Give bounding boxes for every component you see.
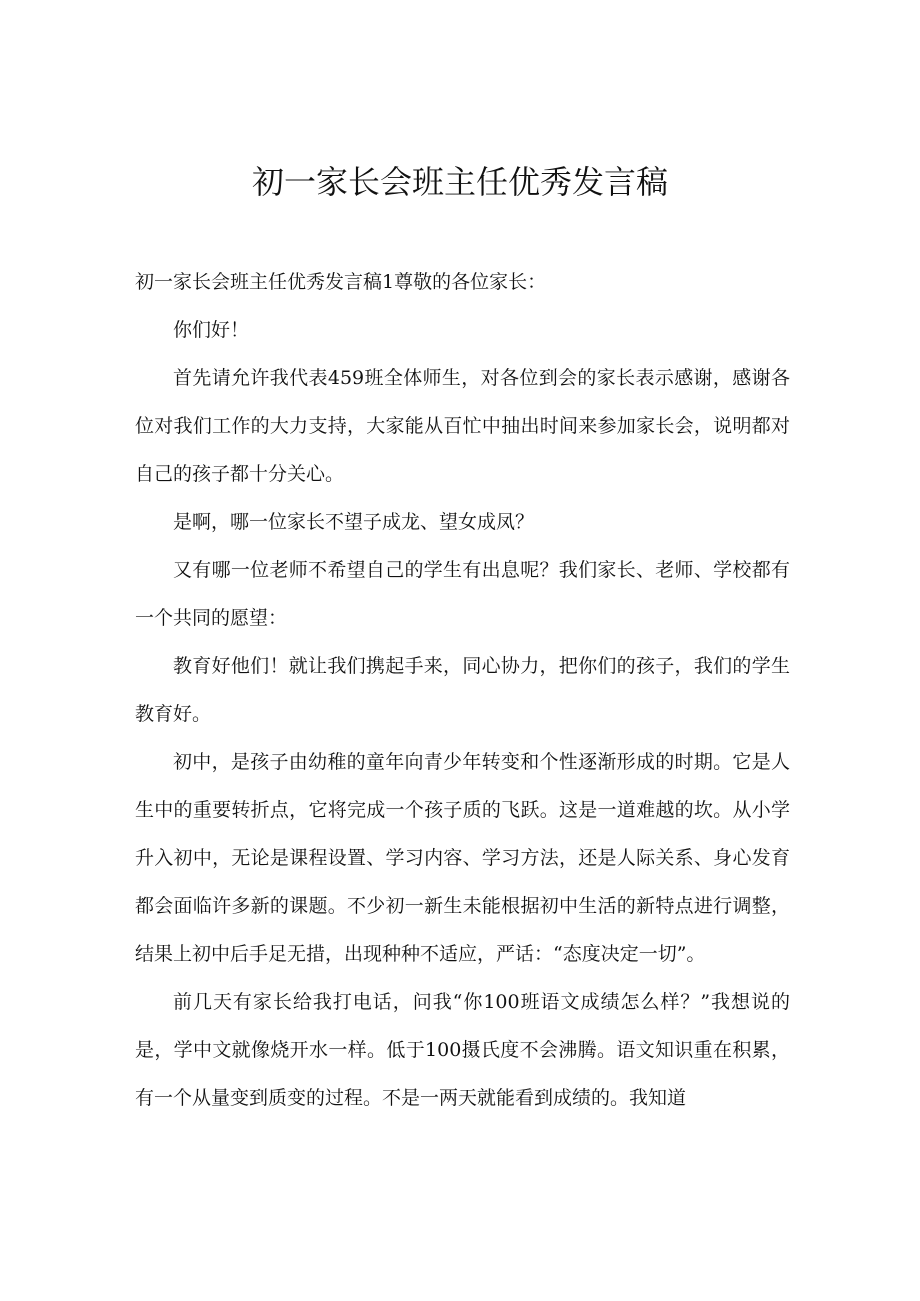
- paragraph-question-teachers: 又有哪一位老师不希望自己的学生有出息呢？我们家长、老师、学校都有一个共同的愿望：: [135, 559, 790, 629]
- paragraph-educate: 教育好他们！就让我们携起手来，同心协力，把你们的孩子，我们的学生教育好。: [135, 655, 790, 725]
- paragraph-greeting: 你们好！: [173, 319, 250, 341]
- document-body: [135, 258, 790, 1122]
- paragraph-question-parents: 是啊，哪一位家长不望子成龙、望女成凤？: [173, 511, 535, 533]
- paragraph-junior-high: 初中，是孩子由幼稚的童年向青少年转变和个性逐渐形成的时期。它是人生中的重要转折点，它将完成一个孩子质的飞跃。这是一道难越的坎。从小学升入初中，无论是课程设置、学习内容、学习方法，还是人际关系、身心发育都会面临许多新的课题。不少初一新生未能根据初中生活的新特点进行调整，结果上初中后手足无措，出现种种不适应，严话：“态度决定一切”。: [135, 751, 790, 965]
- paragraph-thanks: 首先请允许我代表459班全体师生，对各位到会的家长表示感谢，感谢各位对我们工作的大力支持，大家能从百忙中抽出时间来参加家长会，说明都对自己的孩子都十分关心。: [135, 367, 790, 485]
- document-title: 初一家长会班主任优秀发言稿: [251, 163, 668, 201]
- paragraph-salutation: 初一家长会班主任优秀发言稿1尊敬的各位家长：: [135, 271, 547, 293]
- paragraph-phone-call: 前几天有家长给我打电话，问我“你100班语文成绩怎么样？”我想说的是，学中文就像烧开水一样。低于100摄氏度不会沸腾。语文知识重在积累，有一个从量变到质变的过程。不是一两天就能看到成绩的。我知道: [135, 991, 790, 1109]
